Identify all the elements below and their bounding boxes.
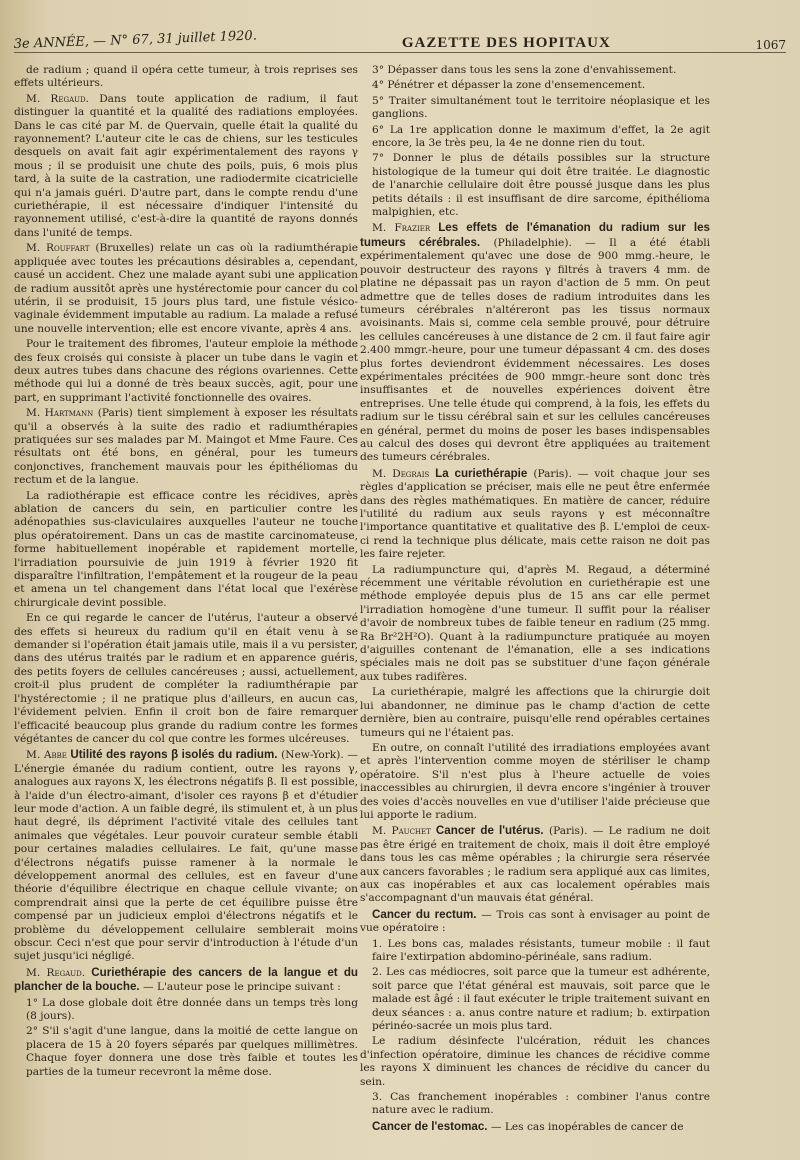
right-column xyxy=(360,64,710,1144)
article-author: M. Hartmann xyxy=(26,407,94,420)
list-item: 6° La 1re application donne le maximum d'effet, la 2e agit encore, la 3e très peu, la 4e ne donne rien du tout. xyxy=(372,123,710,150)
article-body: (New-York). — L'énergie émanée du radium contient, outre les rayons γ, analogues aux rayons X, les électrons négatifs β. Il est possible, à l'aide d'un électro-aimant, d'isoler ces rayons β et d'étudier leur mode d'action. A un faible degré, ils stimulent et, à un plus haut degré, ils dépriment l'activité vitale des cellules tant animales que végétales. Leur pouvoir curateur semble établi pour certaines maladies cellulaires. Le fait, qu'une masse d'électrons négatifs puisse ramener à la normale le développement anormal des cellules, est en faveur d'une théorie d'équilibre électrique en chaque cellule vivante; on comprendrait ainsi que la perte de cet équilibre puisse être compensé par un judicieux emploi d'électrons négatifs et le problème du développement cellulaire semblerait moins obscur. Ceci n'est que pour servir d'introduction à l'étude d'un sujet jusqu'ici négligé. xyxy=(14,749,358,963)
left-column xyxy=(14,64,358,1144)
article-body: (Philadelphie). — Il a été établi expérimentalement qu'avec une dose de 900 mmg.-heure, le pouvoir destructeur des rayons γ filtrés à travers 4 mm. de platine ne dépassait pas un rayon d'action de 5 mm. On peut admettre que de telles doses de radium introduites dans les tumeurs cérébrales n'altéreront pas les tissus normaux avoisinants. Mais si, comme cela semble prouvé, pour détruire les cellules cancéreuses à une distance de 2 cm. il faut faire agir 2.400 mmgr.-heure, pour une tumeur dépassant 4 cm. des doses plus fortes deviendront évidemment nécessaires. Les doses expérimentales précitées de 900 mmgr.-heure sont donc très insuffisantes et de nouvelles expériences doivent être entreprises. Une telle étude qui comprend, à la fois, les effets du radium sur le tissu cérébral sain et sur les cellules cancéreuses en général, permet du moins de poser les bases indispensables au calcul des doses qui devront être appliquées au traitement des tumeurs cérébrales. xyxy=(360,236,710,464)
publication-title: GAZETTE DES HOPITAUX xyxy=(401,35,611,51)
article-author: M. Abbe xyxy=(26,749,67,762)
list-item: 4° Pénétrer et dépasser la zone d'ensemencement. xyxy=(372,79,646,92)
article-author: M. Regaud. xyxy=(26,92,90,105)
list-item: 7° Donner le plus de détails possibles sur la structure histologique de la tumeur qui doit être traitée. Le diagnostic de l'anarchie cellulaire doit être poussé jusque dans les plus petits détails : il est insuffisant de dire sarcome, épithélioma malpighien, etc. xyxy=(372,152,710,219)
article-title: Curiethérapie des cancers de la langue et du plancher de la bouche. xyxy=(14,965,358,994)
article-body: — Trois cas sont à envisager au point de vue opératoire : xyxy=(360,908,710,935)
article-paragraph xyxy=(360,467,710,562)
article-title: Cancer de l'estomac. xyxy=(372,1119,488,1133)
article-author: M. Pauchet xyxy=(372,825,431,838)
list-item: 2. Les cas médiocres, soit parce que la tumeur est adhérente, soit parce que l'état général est mauvais, soit parce que le malade est âgé : il faut exécuter le triple traitement suivant en deux séances : a. anus contre nature et radium; b. extirpation périnéo-sacrée un mois plus tard. xyxy=(372,966,710,1033)
issue-info: 3e ANNÉE, — N° 67, 31 juillet 1920. xyxy=(13,28,258,52)
article-body: (Bruxelles) relate un cas où la radiumthérapie appliquée avec toutes les précautions désirables a, cependant, causé un accident. Chez une malade ayant subi une application de radium aussitôt après une hystérectomie pour cancer du col utérin, il se produisit, 15 jours plus tard, une fistule vésico-vaginale évidemment imputable au radium. La malade a refusé une nouvelle intervention; elle est encore vivante, après 4 ans. xyxy=(14,242,358,335)
list-item: 1° La dose globale doit être donnée dans un temps très long (8 jours). xyxy=(26,996,358,1023)
article-paragraph xyxy=(14,242,358,336)
article-body: — L'auteur pose le principe suivant : xyxy=(139,981,341,994)
article-paragraph xyxy=(14,407,358,487)
article-title: Cancer du rectum. xyxy=(372,907,477,921)
article-paragraph xyxy=(14,748,358,964)
article-paragraph xyxy=(14,966,358,995)
article-paragraph xyxy=(360,1120,710,1134)
article-author: M. Degrais xyxy=(372,467,430,480)
page-header xyxy=(14,18,786,53)
page-number: 1067 xyxy=(755,38,786,52)
list-item: 5° Traiter simultanément tout le territoire néoplasique et les ganglions. xyxy=(372,94,710,121)
article-title: Cancer de l'utérus. xyxy=(430,824,544,838)
article-paragraph xyxy=(360,221,710,464)
body-paragraph: de radium ; quand il opéra cette tumeur, à trois reprises ses effets ultérieurs. xyxy=(14,64,358,90)
body-paragraph: La radiumpuncture qui, d'après M. Regaud, a déterminé récemment une véritable révolution en curiethérapie est une méthode employée depuis plus de 15 ans car elle permet l'irradiation homogène d'une tumeur. Il suffit pour la réaliser d'avoir de nombreux tubes de faible teneur en radium (25 mmg. Ra Br²2H²O). Quant à la radiumpuncture pratiquée au moyen d'aiguilles contenant de l'émanation, elle a ses indications spéciales mais ne doit pas se substituer d'une façon générale aux tubes radifères. xyxy=(360,563,710,683)
list-item: 3. Cas franchement inopérables : combiner l'anus contre nature avec le radium. xyxy=(372,1091,710,1117)
article-paragraph xyxy=(360,908,710,936)
body-paragraph: En outre, on connaît l'utilité des irradiations employées avant et après l'intervention comme moyen de stériliser le champ opératoire. S'il n'est plus à l'heure actuelle de voies inaccessibles au chirurgien, il devra encore s'ingénier à trouver des voies d'accès nouvelles en vue d'utiliser l'aide précieuse que lui apporte le radium. xyxy=(360,741,710,821)
body-paragraph: La curiethérapie, malgré les affections que la chirurgie doit lui abandonner, ne diminue pas le champ d'action de cette dernière, bien au contraire, puisqu'elle rend opérables certaines tumeurs qui ne l'étaient pas. xyxy=(360,686,710,739)
article-paragraph xyxy=(14,93,358,240)
body-paragraph: En ce qui regarde le cancer de l'utérus, l'auteur a observé des effets si heureux du radium qu'il en était venu à se demander si l'opération était jamais utile, mais il a vu persister, dans des utérus traités par le radium et en apparence guéris, des petits foyers de cellules cancéreuses ; aussi, actuellement, croit-il plus prudent de compléter la radiumthérapie par l'hystérectomie ; il ne pratique plus d'ailleurs, en aucun cas, l'évidement pelvien. Enfin il croit bon de faire remarquer l'efficacité beaucoup plus grande du radium contre les formes végétantes de cancer du col que contre les formes ulcéreuses. xyxy=(14,612,358,745)
body-paragraph: La radiothérapie est efficace contre les récidives, après ablation de cancers du sein, en particulier contre les adénopathies sus-claviculaires auxquelles l'auteur ne touche plus opératoirement. Dans un cas de mastite carcinomateuse, forme habituellement inopérable et rapidement mortelle, l'irradiation poursuivie de juin 1919 à février 1920 fit disparaître l'infiltration, l'empâtement et la rougeur de la peau et amena un tel changement dans l'état local que l'exérèse chirurgicale devint possible. xyxy=(14,489,358,609)
article-title: La curiethérapie xyxy=(429,466,528,480)
article-title: Utilité des rayons β isolés du radium. xyxy=(66,748,278,762)
list-item: 3° Dépasser dans tous les sens la zone d'envahissement. xyxy=(372,64,677,76)
body-paragraph: Le radium désinfecte l'ulcération, réduit les chances d'infection opératoire, diminue les chances de récidive comme les rayons X diminuent les chances de récidive du cancer du sein. xyxy=(360,1035,710,1088)
article-paragraph xyxy=(360,824,710,905)
body-paragraph: Pour le traitement des fibromes, l'auteur emploie la méthode des feux croisés qui consiste à placer un tube dans le vagin et deux autres tubes dans chacune des régions ovariennes. Cette méthode qui lui a donné de très beaux succès, agit, pour une part, en supprimant l'activité fonctionnelle des ovaires. xyxy=(14,338,358,404)
list-item: 2° S'il s'agit d'une langue, dans la moitié de cette langue on placera de 15 à 20 foyers séparés par quelques millimètres. Chaque foyer donnera une dose très faible et toutes les parties de la tumeur recevront la même dose. xyxy=(26,1025,358,1078)
article-title: Les effets de l'émanation du radium sur les tumeurs cérébrales. xyxy=(360,221,710,249)
article-author: M. Rouffart xyxy=(26,242,90,255)
article-body: (Paris) tient simplement à exposer les résultats qu'il a observés à la suite des radio et radiumthérapies pratiquées sur ses malades par M. Maingot et Mme Faure. Ces résultats ont été bons, en général, pour les tumeurs conjonctives, franchement mauvais pour les épithéliomas du rectum et de la langue. xyxy=(14,407,358,487)
article-body: Dans toute application de radium, il faut distinguer la quantité et la qualité des radiations employées. Dans le cas cité par M. de Quervain, quelle était la qualité du rayonnement? L'auteur cite le cas de chiens, sur les testicules desquels on avait fait agir expérimentalement des rayons γ mous ; il se produisit une chute des poils, puis, 6 mois plus tard, à la suite de la castration, une radiodermite cicatricielle qui n'a jamais guéri. D'autre part, dans le compte rendu d'une curiethérapie, il est nécessaire d'indiquer l'intensité du rayonnement utilisé, c'est-à-dire la quantité de rayons donnés dans l'unité de temps. xyxy=(14,92,358,239)
article-body: — Les cas inopérables de cancer de xyxy=(487,1120,684,1133)
article-body: (Paris). — voit chaque jour ses règles d'application se préciser, mais elle ne peut être enfermée dans des règles mathématiques. En matière de cancer, réduire l'utilité du radium aux seuls rayons γ est méconnaître l'importance quantitative et qualitative des β. L'emploi de ceux-ci rend la technique plus délicate, mais cette raison ne doit pas les faire rejeter. xyxy=(360,467,710,561)
article-body: (Paris). — Le radium ne doit pas être érigé en traitement de choix, mais il doit être employé dans tous les cas même opérables ; la chirurgie sera réservée aux cancers favorables ; le radium sera appliqué aux cas limites, aux cas inopérables et aux cas localement opérables mais s'accompagnant d'un mauvais état général. xyxy=(360,825,710,905)
article-author: M. Regaud. xyxy=(26,966,86,979)
list-item: 1. Les bons cas, malades résistants, tumeur mobile : il faut faire l'extirpation abdomino-périnéale, sans radium. xyxy=(372,937,710,963)
article-author: M. Frazier xyxy=(372,222,431,235)
